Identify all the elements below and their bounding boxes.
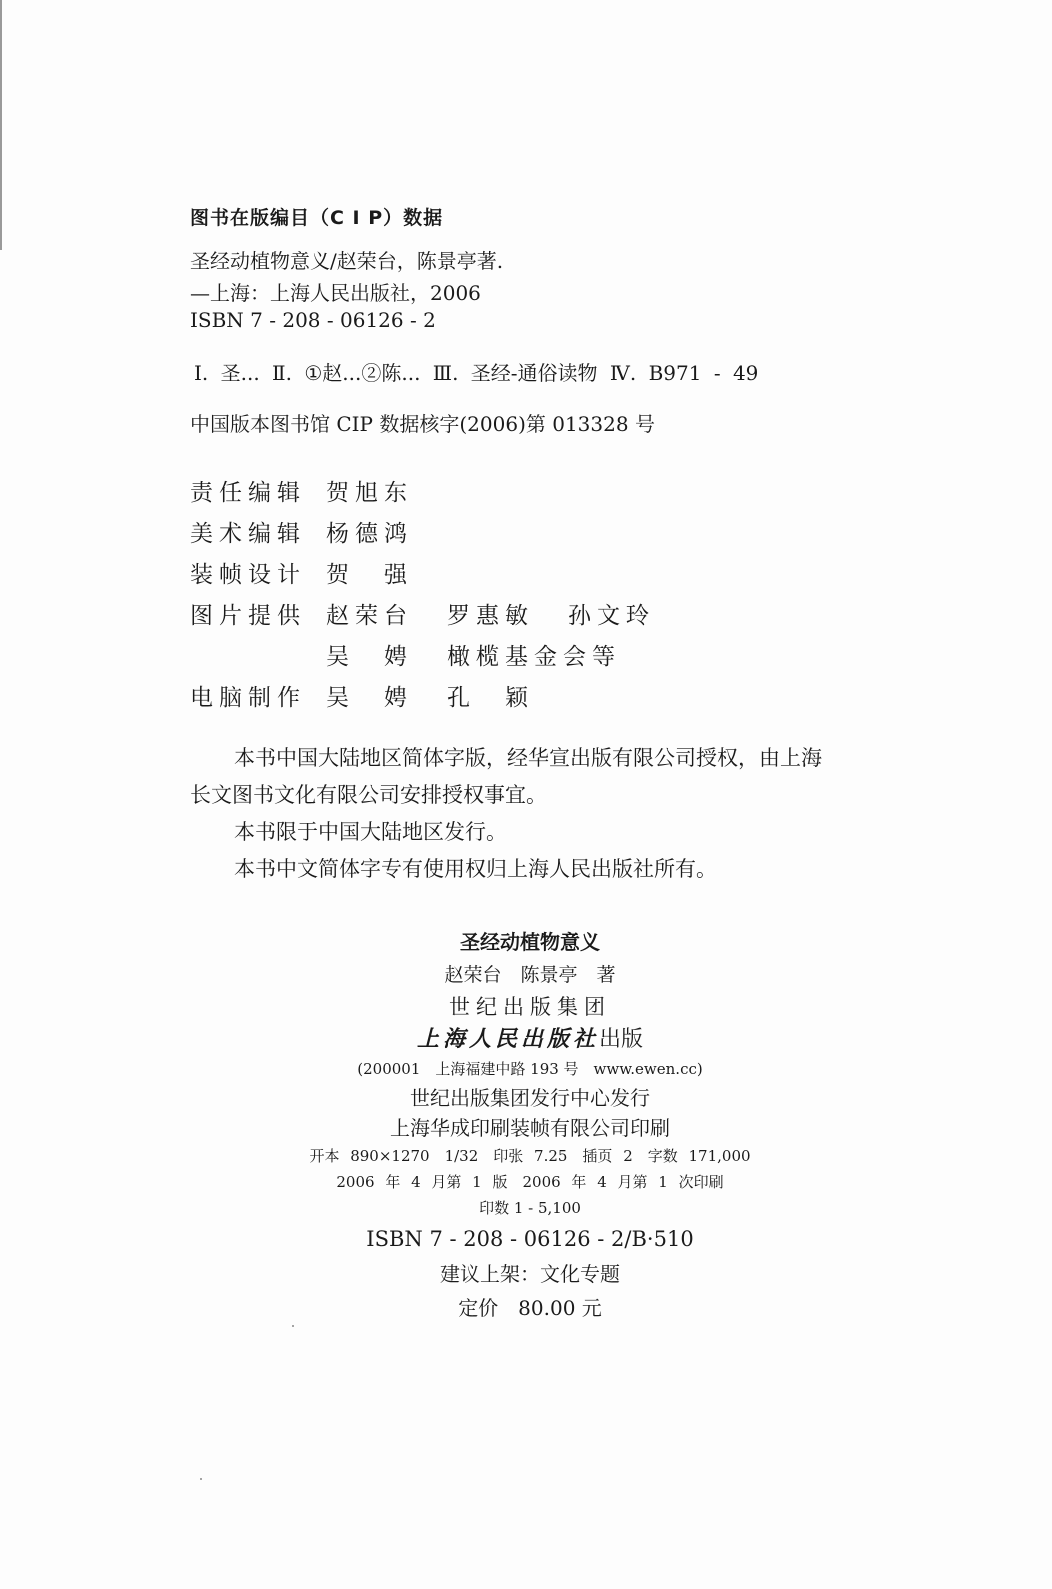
- credit-row: [190, 634, 689, 675]
- credit-name: 吴 娉: [326, 685, 413, 711]
- publisher-line: [290, 1023, 770, 1055]
- format-specs: 开本 890×1270 1/32 印张 7.25 插页 2 字数 171,000: [309, 1147, 751, 1165]
- scan-speck: [292, 1325, 294, 1327]
- printer-line: 上海华成印刷装帧有限公司印刷: [390, 1116, 670, 1140]
- book-title: 圣经动植物意义: [460, 930, 600, 954]
- credit-names: [326, 679, 568, 712]
- cip-classification: Ⅰ. 圣... Ⅱ. ①赵...②陈... Ⅲ. 圣经-通俗读物 Ⅳ. B971 - 49: [194, 361, 759, 385]
- credit-name: 橄榄基金会等: [447, 644, 621, 670]
- credit-name: 孔 颖: [447, 685, 534, 711]
- credit-row: [190, 552, 689, 593]
- book-authors: 赵荣台 陈景亭 著: [444, 964, 616, 986]
- colophon: [290, 925, 770, 1325]
- cip-heading: 图书在版编目（C I P）数据: [190, 207, 444, 229]
- credit-row: [190, 470, 689, 511]
- credit-name: 吴 娉: [326, 644, 413, 670]
- rights-paragraph-continued: 长文图书文化有限公司安排授权事宜。: [190, 783, 547, 807]
- rights-paragraph: 本书限于中国大陆地区发行。: [234, 820, 507, 844]
- shelving-suggestion: 建议上架：文化专题: [440, 1262, 620, 1286]
- publisher-suffix: 出版: [599, 1027, 644, 1052]
- distributor-line: 世纪出版集团发行中心发行: [410, 1086, 650, 1110]
- credit-role: 图片提供: [190, 603, 306, 629]
- rights-statement: [190, 740, 880, 888]
- credit-names: [326, 638, 655, 671]
- credit-role: 装帧设计: [190, 562, 306, 588]
- cip-check-number: 中国版本图书馆 CIP 数据核字(2006)第 013328 号: [190, 412, 655, 436]
- credit-names: [326, 474, 447, 507]
- credit-name: 罗惠敏: [447, 603, 534, 629]
- rights-paragraph: 本书中文简体字专有使用权归上海人民出版社所有。: [234, 857, 717, 881]
- credit-name: 贺旭东: [326, 480, 413, 506]
- credit-name: 孙文玲: [568, 603, 655, 629]
- credit-names: [326, 515, 447, 548]
- cip-isbn-line: ISBN 7 - 208 - 06126 - 2: [190, 308, 436, 332]
- credit-name: 杨德鸿: [326, 521, 413, 547]
- publisher-logotype: 上海人民出版社: [416, 1026, 599, 1052]
- print-run: 印数 1 - 5,100: [479, 1199, 581, 1217]
- credit-name: 赵荣台: [326, 603, 413, 629]
- cip-title-line: 圣经动植物意义/赵荣台，陈景亭著.: [190, 249, 504, 273]
- credit-row: [190, 593, 689, 634]
- rights-paragraph: 本书中国大陆地区简体字版，经华宣出版有限公司授权，由上海: [234, 746, 822, 770]
- credits-list: [190, 470, 689, 716]
- scan-edge-line: [0, 0, 2, 250]
- scan-speck: [200, 1478, 202, 1480]
- isbn-line: ISBN 7 - 208 - 06126 - 2/B·510: [366, 1227, 694, 1251]
- credit-role: 责任编辑: [190, 480, 306, 506]
- credit-row: [190, 675, 689, 716]
- publishing-group: 世纪出版集团: [449, 995, 611, 1019]
- credit-names: [326, 597, 689, 630]
- publisher-address: (200001 上海福建中路 193 号 www.ewen.cc): [357, 1060, 703, 1078]
- price-line: 定价 80.00 元: [458, 1296, 602, 1320]
- cip-publisher-line: —上海：上海人民出版社，2006: [190, 281, 481, 305]
- credit-row: [190, 511, 689, 552]
- credit-role: 电脑制作: [190, 685, 306, 711]
- credit-names: [326, 556, 447, 589]
- credit-name: 贺 强: [326, 562, 413, 588]
- edition-line: 2006 年 4 月第 1 版 2006 年 4 月第 1 次印刷: [336, 1173, 724, 1191]
- credit-role: 美术编辑: [190, 521, 306, 547]
